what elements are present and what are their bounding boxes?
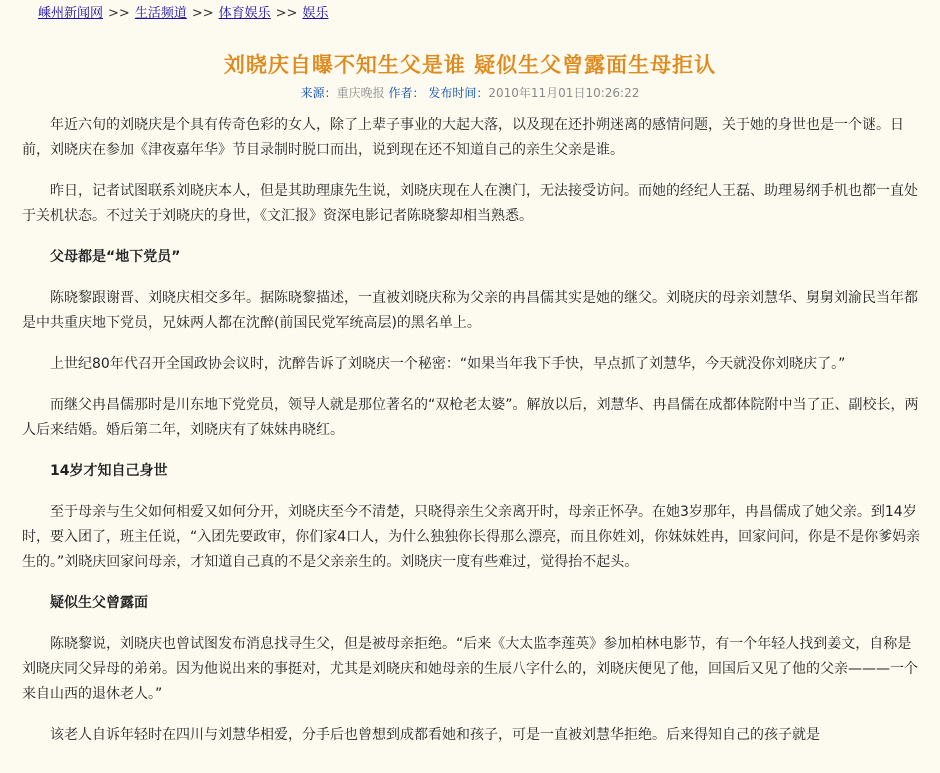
article-body xyxy=(22,113,922,764)
publish-time-value: 2010年11月01日10:26:22 xyxy=(488,86,640,100)
article-paragraph: 至于母亲与生父如何相爱又如何分开，刘晓庆至今不清楚，只晓得亲生父亲离开时，母亲正怀孕。在她3岁那年，冉昌儒成了她父亲。到14岁时，要入团了，班主任说，“入团先要政审，你们家4口人，为什么独独你长得那么漂亮，而且你姓刘，你妹妹姓冉，回家问问，你是不是你爹妈亲生的。”刘晓庆回家问母亲，才知道自己真的不是父亲亲生的。刘晓庆一度有些难过，觉得抬不起头。 xyxy=(22,504,921,570)
publish-time-label: 发布时间： xyxy=(428,86,489,100)
breadcrumb-separator: >> xyxy=(108,6,130,21)
breadcrumb-link-site[interactable]: 嵊州新闻网 xyxy=(38,6,104,21)
article-title: 刘晓庆自曝不知生父是谁 疑似生父曾露面生母拒认 xyxy=(223,53,717,78)
article-paragraph: 昨日，记者试图联系刘晓庆本人，但是其助理康先生说，刘晓庆现在人在澳门，无法接受访问。而她的经纪人王磊、助理易纲手机也都一直处于关机状态。不过关于刘晓庆的身世，《文汇报》资深电影记者陈晓黎却相当熟悉。 xyxy=(22,183,918,224)
breadcrumb-link-entertainment[interactable]: 娱乐 xyxy=(302,6,329,21)
article-paragraph: 该老人自诉年轻时在四川与刘慧华相爱，分手后也曾想到成都看她和孩子，可是一直被刘慧华拒绝。后来得知自己的孩子就是 xyxy=(50,727,820,743)
article-paragraph: 陈晓黎跟谢晋、刘晓庆相交多年。据陈晓黎描述，一直被刘晓庆称为父亲的冉昌儒其实是她的继父。刘晓庆的母亲刘慧华、舅舅刘渝民当年都是中共重庆地下党员，兄妹两人都在沈醉(前国民党军统高层)的黑名单上。 xyxy=(22,290,918,331)
breadcrumb-link-sports-entertainment[interactable]: 体育娱乐 xyxy=(218,6,271,21)
author-label: 作者： xyxy=(388,86,425,100)
article-paragraph: 年近六旬的刘晓庆是个具有传奇色彩的女人，除了上辈子事业的大起大落，以及现在还扑朔迷离的感情问题，关于她的身世也是一个谜。日前，刘晓庆在参加《津夜嘉年华》节目录制时脱口而出，说到现在还不知道自己的亲生父亲是谁。 xyxy=(22,117,904,158)
article-paragraph: 陈晓黎说，刘晓庆也曾试图发布消息找寻生父，但是被母亲拒绝。“后来《大太监李莲英》参加柏林电影节，有一个年轻人找到姜文，自称是刘晓庆同父异母的弟弟。因为他说出来的事挺对，尤其是刘晓庆和她母亲的生辰八字什么的，刘晓庆便见了他，回国后又见了他的父亲———一个来自山西的退休老人。” xyxy=(22,636,918,702)
section-heading: 14岁才知自己身世 xyxy=(50,463,168,479)
breadcrumb xyxy=(38,5,328,23)
article-paragraph: 而继父冉昌儒那时是川东地下党党员，领导人就是那位著名的“双枪老太婆”。解放以后，刘慧华、冉昌儒在成都体院附中当了正、副校长，两人后来结婚。婚后第二年，刘晓庆有了妹妹冉晓红。 xyxy=(22,397,919,438)
article-paragraph: 上世纪80年代召开全国政协会议时，沈醉告诉了刘晓庆一个秘密：“如果当年我下手快，早点抓了刘慧华，今天就没你刘晓庆了。” xyxy=(50,356,846,372)
breadcrumb-separator: >> xyxy=(191,6,214,21)
section-heading: 疑似生父曾露面 xyxy=(50,595,148,611)
source-value: 重庆晚报 xyxy=(336,86,385,100)
breadcrumb-separator: >> xyxy=(275,6,298,21)
article-meta xyxy=(0,84,940,102)
breadcrumb-link-life-channel[interactable]: 生活频道 xyxy=(134,6,187,21)
source-label: 来源： xyxy=(300,86,337,100)
section-heading: 父母都是“地下党员” xyxy=(50,249,181,265)
